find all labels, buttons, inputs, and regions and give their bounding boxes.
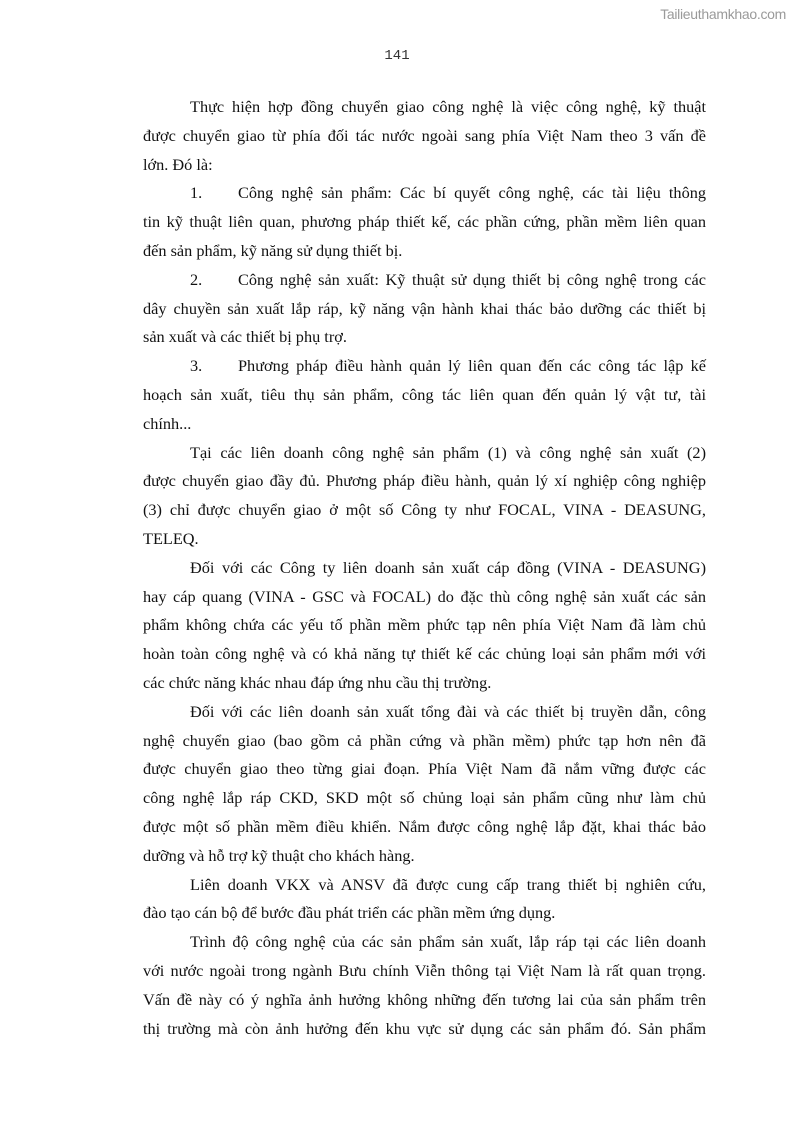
text-line: thị trường mà còn ảnh hưởng đến khu vực sử dụng các sản phẩm đó. Sản phẩm	[143, 1018, 706, 1038]
text-line: lớn. Đó là:	[143, 154, 213, 174]
text-line: được chuyển giao đầy đủ. Phương pháp điều hành, quản lý xí nghiệp công nghiệp	[143, 471, 706, 491]
numbered-list-item	[143, 352, 706, 438]
paragraph	[143, 871, 706, 929]
text-line: Trình độ công nghệ của các sản phẩm sản xuất, lắp ráp tại các liên doanh	[190, 932, 706, 952]
text-line-content: Phương pháp điều hành quản lý liên quan đến các công tác lập kế	[238, 356, 706, 376]
text-line: Vấn đề này có ý nghĩa ảnh hưởng không những đến tương lai của sản phẩm trên	[143, 989, 706, 1009]
text-line-content: Công nghệ sản xuất: Kỹ thuật sử dụng thiết bị công nghệ trong các	[238, 269, 706, 289]
text-line: dây chuyền sản xuất lắp ráp, kỹ năng vận hành khai thác bảo dưỡng các thiết bị	[143, 298, 706, 318]
text-line: sản xuất và các thiết bị phụ trợ.	[143, 327, 347, 347]
text-line: hoàn toàn công nghệ và có khả năng tự thiết kế các chủng loại sản phẩm mới với	[143, 644, 706, 664]
text-line: các chức năng khác nhau đáp ứng nhu cầu thị trường.	[143, 672, 492, 692]
paragraph	[143, 93, 706, 179]
text-line: đào tạo cán bộ để bước đầu phát triển các phần mềm ứng dụng.	[143, 903, 556, 923]
list-number: 1.	[190, 183, 203, 203]
text-line: (3) chỉ được chuyển giao ở một số Công ty như FOCAL, VINA - DEASUNG,	[143, 500, 706, 520]
page-number: 141	[384, 48, 410, 64]
text-line: chính...	[143, 413, 192, 433]
text-line	[143, 179, 706, 208]
text-line	[143, 352, 706, 381]
text-line	[143, 266, 706, 295]
text-line: được chuyển giao từ phía đối tác nước ngoài sang phía Việt Nam theo 3 vấn đề	[143, 125, 706, 145]
list-number: 3.	[190, 356, 203, 376]
text-line: đến sản phẩm, kỹ năng sử dụng thiết bị.	[143, 240, 403, 260]
text-line: phẩm không chứa các yếu tố phần mềm phức tạp nên phía Việt Nam đã làm chủ	[143, 615, 706, 635]
numbered-list-item	[143, 179, 706, 265]
text-line-content: Công nghệ sản phẩm: Các bí quyết công nghệ, các tài liệu thông	[238, 183, 706, 203]
text-line: dưỡng và hỗ trợ kỹ thuật cho khách hàng.	[143, 845, 415, 865]
text-line: Liên doanh VKX và ANSV đã được cung cấp trang thiết bị nghiên cứu,	[190, 874, 706, 894]
text-line: Tại các liên doanh công nghệ sản phẩm (1) và công nghệ sản xuất (2)	[190, 442, 706, 462]
text-line: TELEQ.	[143, 528, 199, 548]
text-line: với nước ngoài trong ngành Bưu chính Viễn thông tại Việt Nam là rất quan trọng.	[143, 960, 706, 980]
text-line: công nghệ lắp ráp CKD, SKD một số chủng loại sản phẩm cũng như làm chủ	[143, 788, 706, 808]
text-line: hoạch sản xuất, tiêu thụ sản phẩm, công tác liên quan đến quản lý vật tư, tài	[143, 384, 706, 404]
paragraph	[143, 698, 706, 871]
text-line: được một số phần mềm điều khiển. Nắm được công nghệ lắp đặt, khai thác bảo	[143, 816, 706, 836]
text-line: nghệ chuyển giao (bao gồm cả phần cứng và phần mềm) phức tạp hơn nên đã	[143, 730, 706, 750]
paragraph	[143, 554, 706, 698]
text-line: hay cáp quang (VINA - GSC và FOCAL) do đặc thù công nghệ sản xuất các sản	[143, 586, 706, 606]
paragraph	[143, 439, 706, 554]
text-line: Đối với các liên doanh sản xuất tổng đài và các thiết bị truyền dẫn, công	[190, 701, 706, 721]
watermark: Tailieuthamkhao.com	[660, 6, 786, 22]
text-line: Đối với các Công ty liên doanh sản xuất cáp đồng (VINA - DEASUNG)	[190, 557, 706, 577]
text-line: tin kỹ thuật liên quan, phương pháp thiết kế, các phần cứng, phần mềm liên quan	[143, 212, 706, 232]
paragraph	[143, 928, 706, 1043]
text-line: Thực hiện hợp đồng chuyển giao công nghệ là việc công nghệ, kỹ thuật	[190, 97, 706, 116]
text-line: được chuyển giao theo từng giai đoạn. Phía Việt Nam đã nắm vững được các	[143, 759, 706, 779]
list-number: 2.	[190, 269, 203, 289]
document-body	[143, 93, 706, 1043]
numbered-list-item	[143, 266, 706, 352]
